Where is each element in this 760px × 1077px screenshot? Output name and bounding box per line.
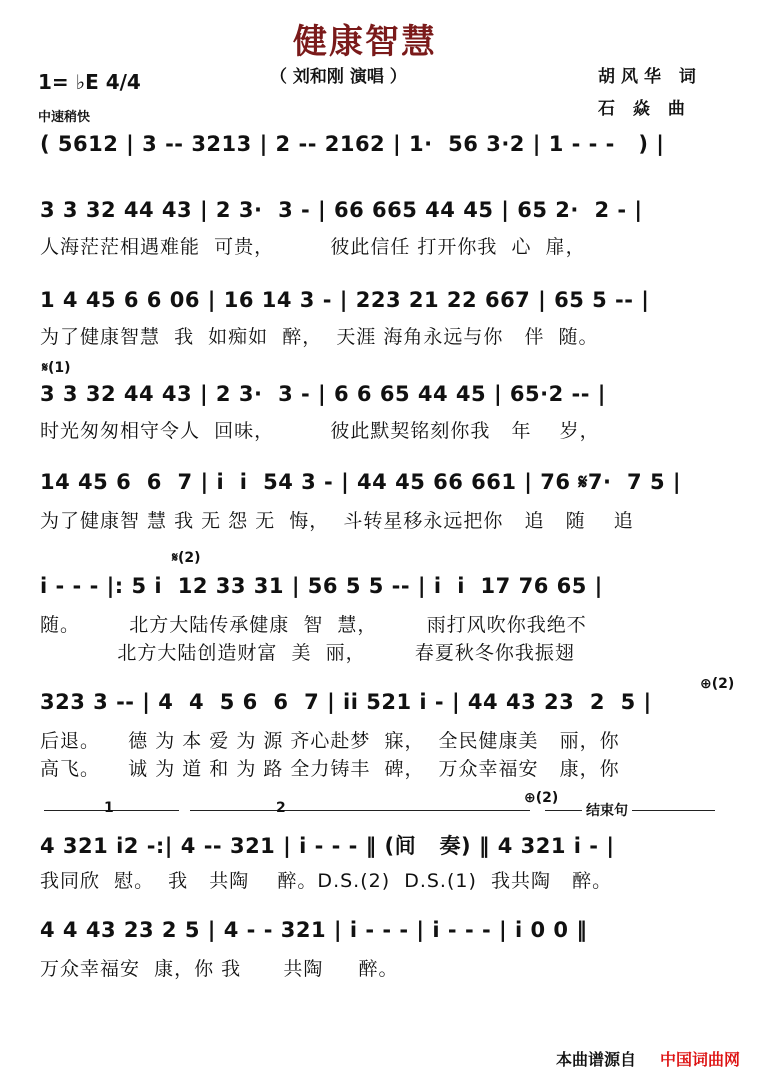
ending-label: 结束句	[582, 800, 632, 820]
score-line-2-lyrics: 人海茫茫相遇难能 可贵， 彼此信任 打开你我 心 扉，	[40, 236, 586, 258]
score-line-7-notes: 323 3 -- | 4 4 5 6 6 7 | ii 521 i - | 44 43 23 2 5 |	[40, 690, 652, 714]
volta-1-label: 1	[104, 800, 114, 816]
key-signature: 1= ♭E 4/4	[38, 70, 141, 94]
score-line-9-notes: 4 4 43 23 2 5 | 4 - - 321 | i - - - | i - - - | i 0 0 ‖	[40, 918, 588, 942]
coda-mark: ⊕(2)	[700, 676, 735, 692]
song-title: 健康智慧	[293, 22, 437, 62]
score-line-4-lyrics: 时光匆匆相守令人 回味， 彼此默契铭刻你我 年 岁，	[40, 420, 600, 442]
score-line-6-notes: i - - - |: 5 i 12 33 31 | 56 5 5 -- | i i 17 76 65 |	[40, 574, 603, 598]
score-line-8-notes: 4 321 i2 -:| 4 -- 321 | i - - - ‖ (间 奏) ‖ 4 321 i - |	[40, 834, 615, 858]
volta-2-label: 2	[276, 800, 286, 816]
score-line-4-notes: 3 3 32 44 43 | 2 3· 3 - | 6 6 65 44 45 | 65·2 -- |	[40, 382, 606, 406]
coda-mark-ending: ⊕(2)	[524, 790, 559, 806]
score-line-5-lyrics: 为了健康智 慧 我 无 怨 无 悔， 斗转星移永远把你 追 随 追	[40, 510, 634, 532]
score-line-6-lyrics-verse2: 北方大陆创造财富 美 丽， 春夏秋冬你我振翅	[40, 642, 575, 664]
score-line-6-lyrics-verse1: 随。 北方大陆传承健康 智 慧， 雨打风吹你我绝不	[40, 614, 587, 636]
score-line-1: ( 5612 | 3 -- 3213 | 2 -- 2162 | 1· 56 3·2 | 1 - - - ) |	[40, 132, 665, 156]
composer-credit: 石 焱 曲	[598, 99, 691, 119]
segno-2-mark: 𝄋(2)	[172, 550, 201, 566]
score-line-8-lyrics: 我同欣 慰。 我 共陶 醉。D.S.(2) D.S.(1) 我共陶 醉。	[40, 870, 613, 892]
footer-site-link[interactable]: 中国词曲网	[660, 1050, 741, 1069]
lyricist-credit: 胡风华 词	[598, 67, 702, 87]
score-line-3-lyrics: 为了健康智慧 我 如痴如 醉， 天涯 海角永远与你 伴 随。	[40, 326, 599, 348]
performer: （ 刘和刚 演唱 ）	[270, 67, 407, 87]
footer-source-label: 本曲谱源自	[556, 1050, 637, 1069]
score-line-5-notes: 14 45 6 6 7 | i i 54 3 - | 44 45 66 661 | 76 𝄋7· 7 5 |	[40, 470, 682, 494]
score-line-3-notes: 1 4 45 6 6 06 | 16 14 3 - | 223 21 22 667 | 65 5 -- |	[40, 288, 650, 312]
score-line-2-notes: 3 3 32 44 43 | 2 3· 3 - | 66 665 44 45 | 65 2· 2 - |	[40, 198, 643, 222]
score-line-9-lyrics: 万众幸福安 康，你 我 共陶 醉。	[40, 958, 399, 980]
tempo-marking: 中速稍快	[38, 110, 91, 125]
score-line-7-lyrics-verse1: 后退。 德 为 本 爱 为 源 齐心赴梦 寐， 全民健康美 丽，你	[40, 730, 620, 752]
segno-1-mark: 𝄋(1)	[42, 360, 71, 376]
score-line-7-lyrics-verse2: 高飞。 诚 为 道 和 为 路 全力铸丰 碑， 万众幸福安 康，你	[40, 758, 620, 780]
volta-2-bracket	[190, 810, 530, 811]
